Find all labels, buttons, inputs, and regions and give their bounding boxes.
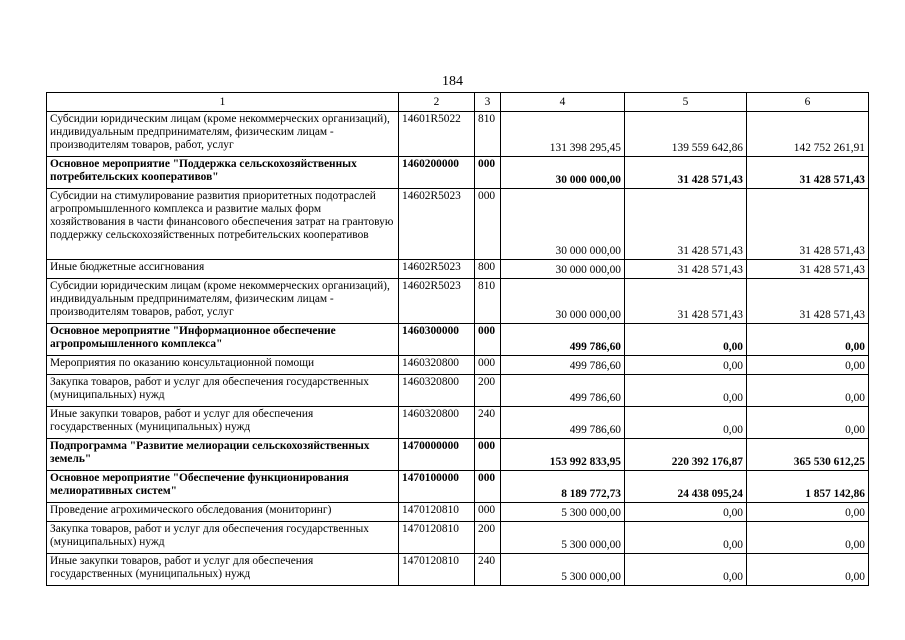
row-value-year-1: 499 786,60 xyxy=(501,356,625,375)
row-value-year-2: 24 438 095,24 xyxy=(625,471,747,503)
row-value-year-1: 499 786,60 xyxy=(501,324,625,356)
row-value-year-2: 0,00 xyxy=(625,503,747,522)
row-name: Субсидии на стимулирование развития приоритетных подотраслей агропромышленного комплекса и развитие малых форм хозяйствования в части финансового обеспечения затрат на грантовую поддержку сельскохозяйственных потребительских кооперативов xyxy=(47,189,399,260)
row-name: Мероприятия по оказанию консультационной помощи xyxy=(47,356,399,375)
row-expense-type: 200 xyxy=(475,522,501,554)
row-value-year-1: 131 398 295,45 xyxy=(501,112,625,157)
row-code: 1470120810 xyxy=(399,522,475,554)
row-value-year-3: 31 428 571,43 xyxy=(747,279,869,324)
row-value-year-3: 31 428 571,43 xyxy=(747,157,869,189)
row-value-year-2: 0,00 xyxy=(625,356,747,375)
row-name: Субсидии юридическим лицам (кроме некоммерческих организаций), индивидуальным предпринимателям, физическим лицам - производителям товаров, работ, услуг xyxy=(47,112,399,157)
row-value-year-1: 153 992 833,95 xyxy=(501,439,625,471)
row-value-year-3: 31 428 571,43 xyxy=(747,260,869,279)
row-value-year-3: 0,00 xyxy=(747,554,869,586)
table-row xyxy=(47,356,869,375)
column-header-row xyxy=(47,93,869,112)
row-value-year-1: 499 786,60 xyxy=(501,375,625,407)
row-code: 1460300000 xyxy=(399,324,475,356)
row-value-year-2: 31 428 571,43 xyxy=(625,157,747,189)
row-name: Иные закупки товаров, работ и услуг для обеспечения государственных (муниципальных) нужд xyxy=(47,554,399,586)
row-value-year-3: 365 530 612,25 xyxy=(747,439,869,471)
column-header-year-2: 5 xyxy=(625,93,747,112)
row-code: 1470120810 xyxy=(399,554,475,586)
table-row xyxy=(47,375,869,407)
row-name: Субсидии юридическим лицам (кроме некоммерческих организаций), индивидуальным предпринимателям, физическим лицам - производителям товаров, работ, услуг xyxy=(47,279,399,324)
row-code: 14602R5023 xyxy=(399,279,475,324)
row-value-year-3: 0,00 xyxy=(747,356,869,375)
row-value-year-1: 5 300 000,00 xyxy=(501,503,625,522)
row-value-year-2: 0,00 xyxy=(625,522,747,554)
row-expense-type: 000 xyxy=(475,471,501,503)
column-header-year-3: 6 xyxy=(747,93,869,112)
row-name: Основное мероприятие "Информационное обеспечение агропромышленного комплекса" xyxy=(47,324,399,356)
table-row xyxy=(47,503,869,522)
row-value-year-3: 1 857 142,86 xyxy=(747,471,869,503)
column-header-code: 2 xyxy=(399,93,475,112)
row-expense-type: 000 xyxy=(475,356,501,375)
row-value-year-1: 30 000 000,00 xyxy=(501,260,625,279)
row-expense-type: 000 xyxy=(475,157,501,189)
row-name: Иные бюджетные ассигнования xyxy=(47,260,399,279)
table-row xyxy=(47,471,869,503)
row-code: 1460320800 xyxy=(399,407,475,439)
row-value-year-3: 31 428 571,43 xyxy=(747,189,869,260)
table-row xyxy=(47,157,869,189)
row-expense-type: 240 xyxy=(475,407,501,439)
table-row xyxy=(47,439,869,471)
table-row xyxy=(47,522,869,554)
row-expense-type: 800 xyxy=(475,260,501,279)
row-expense-type: 810 xyxy=(475,112,501,157)
row-code: 14601R5022 xyxy=(399,112,475,157)
row-code: 1460200000 xyxy=(399,157,475,189)
row-value-year-1: 5 300 000,00 xyxy=(501,522,625,554)
row-value-year-2: 0,00 xyxy=(625,324,747,356)
row-value-year-2: 220 392 176,87 xyxy=(625,439,747,471)
row-code: 1470120810 xyxy=(399,503,475,522)
row-value-year-3: 0,00 xyxy=(747,324,869,356)
row-value-year-2: 31 428 571,43 xyxy=(625,279,747,324)
row-expense-type: 240 xyxy=(475,554,501,586)
row-code: 1460320800 xyxy=(399,375,475,407)
row-expense-type: 000 xyxy=(475,189,501,260)
column-header-expense-type: 3 xyxy=(475,93,501,112)
row-value-year-2: 0,00 xyxy=(625,407,747,439)
row-value-year-2: 0,00 xyxy=(625,375,747,407)
row-value-year-1: 499 786,60 xyxy=(501,407,625,439)
table-row xyxy=(47,260,869,279)
row-value-year-2: 0,00 xyxy=(625,554,747,586)
row-name: Основное мероприятие "Поддержка сельскохозяйственных потребительских кооперативов" xyxy=(47,157,399,189)
column-header-name: 1 xyxy=(47,93,399,112)
row-code: 1460320800 xyxy=(399,356,475,375)
row-value-year-1: 30 000 000,00 xyxy=(501,157,625,189)
row-expense-type: 000 xyxy=(475,503,501,522)
row-name: Подпрограмма "Развитие мелиорации сельскохозяйственных земель" xyxy=(47,439,399,471)
page-number: 184 xyxy=(442,74,463,89)
row-expense-type: 200 xyxy=(475,375,501,407)
row-code: 1470100000 xyxy=(399,471,475,503)
row-value-year-3: 0,00 xyxy=(747,407,869,439)
row-expense-type: 000 xyxy=(475,439,501,471)
row-code: 14602R5023 xyxy=(399,260,475,279)
row-value-year-1: 30 000 000,00 xyxy=(501,279,625,324)
row-value-year-3: 0,00 xyxy=(747,375,869,407)
row-value-year-1: 5 300 000,00 xyxy=(501,554,625,586)
column-header-year-1: 4 xyxy=(501,93,625,112)
budget-table xyxy=(46,92,869,586)
row-expense-type: 000 xyxy=(475,324,501,356)
row-value-year-3: 0,00 xyxy=(747,522,869,554)
row-code: 1470000000 xyxy=(399,439,475,471)
row-value-year-2: 31 428 571,43 xyxy=(625,189,747,260)
row-name: Закупка товаров, работ и услуг для обеспечения государственных (муниципальных) нужд xyxy=(47,522,399,554)
row-expense-type: 810 xyxy=(475,279,501,324)
row-value-year-3: 0,00 xyxy=(747,503,869,522)
row-value-year-1: 8 189 772,73 xyxy=(501,471,625,503)
table-row xyxy=(47,112,869,157)
row-name: Иные закупки товаров, работ и услуг для обеспечения государственных (муниципальных) нужд xyxy=(47,407,399,439)
row-name: Закупка товаров, работ и услуг для обеспечения государственных (муниципальных) нужд xyxy=(47,375,399,407)
table-row xyxy=(47,189,869,260)
row-value-year-1: 30 000 000,00 xyxy=(501,189,625,260)
row-name: Основное мероприятие "Обеспечение функционирования мелиоративных систем" xyxy=(47,471,399,503)
row-value-year-2: 139 559 642,86 xyxy=(625,112,747,157)
table-row xyxy=(47,279,869,324)
table-row xyxy=(47,407,869,439)
row-name: Проведение агрохимического обследования (мониторинг) xyxy=(47,503,399,522)
table-row xyxy=(47,324,869,356)
row-value-year-3: 142 752 261,91 xyxy=(747,112,869,157)
table-row xyxy=(47,554,869,586)
row-code: 14602R5023 xyxy=(399,189,475,260)
row-value-year-2: 31 428 571,43 xyxy=(625,260,747,279)
